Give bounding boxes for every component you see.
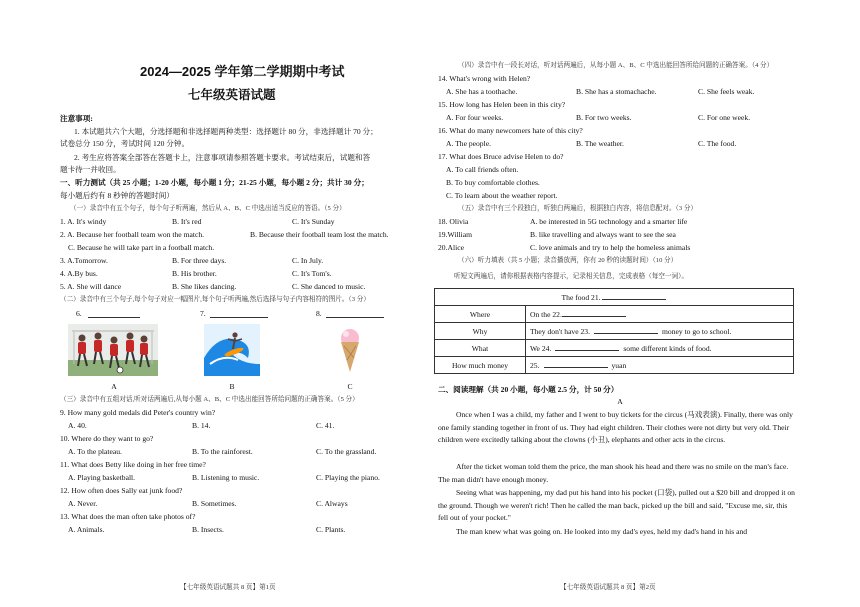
- part6-instructions: （六）听力填表（共 5 小题；录音播放两，你有 20 秒的读题时间）（10 分）: [458, 257, 678, 264]
- q13: 13. What does the man often take photos of?: [60, 512, 196, 521]
- match-a-option: A. be interested in 5G technology and a smarter life: [530, 217, 688, 226]
- row-suffix: yuan: [611, 360, 627, 370]
- row-label: Why: [435, 323, 526, 340]
- part3-instructions: （三）录音中有五组对话,听对话两遍后,从每小题 A、B、C 中选出能回答所给问题的正确答案。（5 分）: [60, 396, 359, 403]
- q5-a: 5. A. She will dance: [60, 282, 122, 291]
- table-title-row: [435, 289, 794, 306]
- q10-b: B. To the rainforest.: [192, 447, 253, 456]
- blank-21[interactable]: [602, 299, 666, 300]
- row-prefix: We 24.: [530, 343, 552, 353]
- q5-c: C. She danced to music.: [292, 282, 366, 291]
- q9-c: C. 41.: [316, 421, 335, 430]
- blank-23[interactable]: [594, 333, 658, 334]
- q1-a: 1. A. It's windy: [60, 217, 107, 226]
- q9-b: B. 14.: [192, 421, 211, 430]
- match-19-name: 19.William: [438, 230, 473, 239]
- pic-a-label: A: [111, 382, 117, 391]
- q4-b: B. His brother.: [172, 269, 217, 278]
- q13-c: C. Plants.: [316, 525, 346, 534]
- row-value: [526, 306, 794, 323]
- q14-c: C. She feels weak.: [698, 87, 755, 96]
- q12-c: C. Always: [316, 499, 348, 508]
- table-row: [435, 306, 794, 323]
- q7-blank[interactable]: [210, 317, 268, 318]
- q15: 15. How long has Helen been in this city?: [438, 100, 566, 109]
- q3-b: B. For three days.: [172, 256, 227, 265]
- q12-a: A. Never.: [68, 499, 98, 508]
- q9-a: A. 40.: [68, 421, 87, 430]
- q16: 16. What do many newcomers hate of this city?: [438, 126, 583, 135]
- ice-cream-picture: [336, 324, 364, 376]
- section-listening: 一、听力测试（共 25 小题；1-20 小题，每小题 1 分；21-25 小题，每小题 2 分；共计 30 分；: [60, 178, 369, 187]
- q17: 17. What does Bruce advise Helen to do?: [438, 152, 564, 161]
- q16-c: C. The food.: [698, 139, 737, 148]
- q6-blank[interactable]: [88, 317, 140, 318]
- match-c-option: C. love animals and try to help the homeless animals: [530, 243, 691, 252]
- q3-c: C. In July.: [292, 256, 324, 265]
- blank-22[interactable]: [562, 316, 626, 317]
- q12-b: B. Sometimes.: [192, 499, 237, 508]
- row-value: [526, 340, 794, 357]
- section-reading: 二、阅读理解（共 20 小题，每小题 2.5 分，计 50 分）: [438, 385, 619, 394]
- q8-blank[interactable]: [326, 317, 384, 318]
- football-players-picture: [68, 324, 158, 376]
- section-listening-2: 每小题后约有 8 秒钟的答题时间）: [60, 191, 174, 200]
- part5-instructions: （五）录音中有三个段独白，听独白两遍后，根据独白内容，将信息配对。（3 分）: [458, 205, 698, 212]
- q5-b: B. She likes dancing.: [172, 282, 237, 291]
- q10: 10. Where do they want to go?: [60, 434, 154, 443]
- match-18-name: 18. Olivia: [438, 217, 469, 226]
- passage-paragraph-4: The man knew what was going on. He looked into my dad's eyes, held my dad's hand in his and: [456, 527, 748, 536]
- q15-c: C. For one week.: [698, 113, 751, 122]
- row-label: Where: [435, 306, 526, 323]
- table-row: [435, 340, 794, 357]
- q4-a: 4. A.By bus.: [60, 269, 98, 278]
- q16-b: B. The weather.: [576, 139, 624, 148]
- part4-instructions: （四）录音中有一段长对话，听对话两遍后，从每小题 A、B、C 中选出能回答所给问题的正确答案。（4 分）: [458, 62, 774, 69]
- q13-a: A. Animals.: [68, 525, 105, 534]
- notice-2a: 2. 考生应将答案全部答在答题卡上，注意事项请参照答题卡要求。考试结束后，试题和答: [74, 153, 371, 162]
- row-suffix: some different kinds of food.: [623, 343, 712, 353]
- row-label: What: [435, 340, 526, 357]
- q10-a: A. To the plateau.: [68, 447, 122, 456]
- notice-1b: 试卷总分 150 分，考试时间 120 分钟。: [60, 139, 190, 148]
- q12: 12. How often does Sally eat junk food?: [60, 486, 183, 495]
- surfing-picture: [204, 324, 260, 376]
- pic-c-label: C: [347, 382, 353, 391]
- q17-c: C. To learn about the weather report.: [446, 191, 558, 200]
- row-value: [526, 357, 794, 374]
- part2-instructions: （二）录音中有三个句子,每个句子对应一幅图片,每个句子听两遍,然后选择与句子内容相符的图片。（3 分）: [60, 296, 370, 303]
- right-page: [438, 0, 800, 607]
- table-row: [435, 323, 794, 340]
- q4-c: C. It's Tom's.: [292, 269, 332, 278]
- q15-b: B. For two weeks.: [576, 113, 632, 122]
- q14-a: A. She has a toothache.: [446, 87, 518, 96]
- passage-paragraph-2: After the ticket woman told them the price, the man shook his head and there was no smile on the man's face. The man didn't have enough money.: [438, 462, 789, 484]
- exam-subtitle: 七年级英语试题: [188, 88, 276, 102]
- row-prefix: 25.: [530, 360, 540, 370]
- passage-label: A: [617, 397, 623, 406]
- row-prefix: On the 22.: [530, 309, 562, 319]
- q2-a: 2. A. Because her football team won the match.: [60, 230, 205, 239]
- q2-b: B. Because their football team lost the match.: [250, 230, 389, 239]
- row-suffix: money to go to school.: [662, 326, 732, 336]
- passage-paragraph-3: Seeing what was happening, my dad put his hand into his pocket (口袋), pulled out a $20 bill and dropped it on the ground. Though we weren't rich! Then he called the man back, picked up the bill and said, "Excuse me, sir, this fell out of your pocket.": [438, 488, 795, 523]
- part6-sub-instructions: 听短文两遍后，请你根据表格内容提示，记录相关信息，完成表格（每空一词）。: [454, 273, 689, 280]
- notice-1a: 1. 本试题共六个大题，分选择题和非选择题两种类型：选择题计 80 分，非选择题计 70 分；: [74, 127, 378, 136]
- q15-a: A. For four weeks.: [446, 113, 504, 122]
- right-footer: 【七年级英语试题共 8 页】第2页: [560, 584, 656, 591]
- q7-label: 7.: [200, 309, 206, 318]
- q8-label: 8.: [316, 309, 322, 318]
- blank-24[interactable]: [555, 350, 619, 351]
- q3-a: 3. A.Tomorrow.: [60, 256, 108, 265]
- match-20-name: 20.Alice: [438, 243, 464, 252]
- match-b-option: B. like travelling and always want to see the sea: [530, 230, 676, 239]
- q13-b: B. Insects.: [192, 525, 224, 534]
- q2-c: C. Because he will take part in a football match.: [68, 243, 215, 252]
- table-row: [435, 357, 794, 374]
- q17-a: A. To call friends often.: [446, 165, 519, 174]
- q1-c: C. It's Sunday: [292, 217, 335, 226]
- exam-title: 2024—2025 学年第二学期期中考试: [140, 64, 345, 79]
- table-title-cell: [435, 289, 794, 306]
- q11: 11. What does Betty like doing in her free time?: [60, 460, 206, 469]
- q14: 14. What's wrong with Helen?: [438, 74, 531, 83]
- table-title: The food 21.: [561, 292, 601, 302]
- listening-table: [434, 288, 794, 374]
- pic-b-label: B: [229, 382, 235, 391]
- q6-label: 6.: [76, 309, 82, 318]
- q10-c: C. To the grassland.: [316, 447, 377, 456]
- q9: 9. How many gold medals did Peter's country win?: [60, 408, 216, 417]
- part1-instructions: （一）录音中有五个句子，每个句子听两遍，然后从 A、B、C 中选出适当反应的答语。（5 分）: [70, 205, 346, 212]
- row-label: How much money: [435, 357, 526, 374]
- q16-a: A. The people.: [446, 139, 491, 148]
- left-footer: 【七年级英语试题共 8 页】第1页: [180, 584, 276, 591]
- notice-heading: 注意事项:: [60, 114, 93, 123]
- notice-2b: 题卡待一并收回。: [60, 165, 121, 174]
- q11-b: B. Listening to music.: [192, 473, 260, 482]
- q11-a: A. Playing basketball.: [68, 473, 136, 482]
- q14-b: B. She has a stomachache.: [576, 87, 657, 96]
- q17-b: B. To buy comfortable clothes.: [446, 178, 540, 187]
- passage-paragraph-1: Once when I was a child, my father and I went to buy tickets for the circus (马戏表演). Finally, there was only one family standing together in front of us. They had eight children. Their clothes were not dirty but very old. Their children were excitedly talking about the clowns (小丑), elephants and other acts in the circus.: [438, 410, 793, 445]
- blank-25[interactable]: [544, 367, 608, 368]
- row-value: [526, 323, 794, 340]
- row-prefix: They don't have 23.: [530, 326, 590, 336]
- left-page: [60, 0, 428, 607]
- q11-c: C. Playing the piano.: [316, 473, 380, 482]
- q1-b: B. It's red: [172, 217, 202, 226]
